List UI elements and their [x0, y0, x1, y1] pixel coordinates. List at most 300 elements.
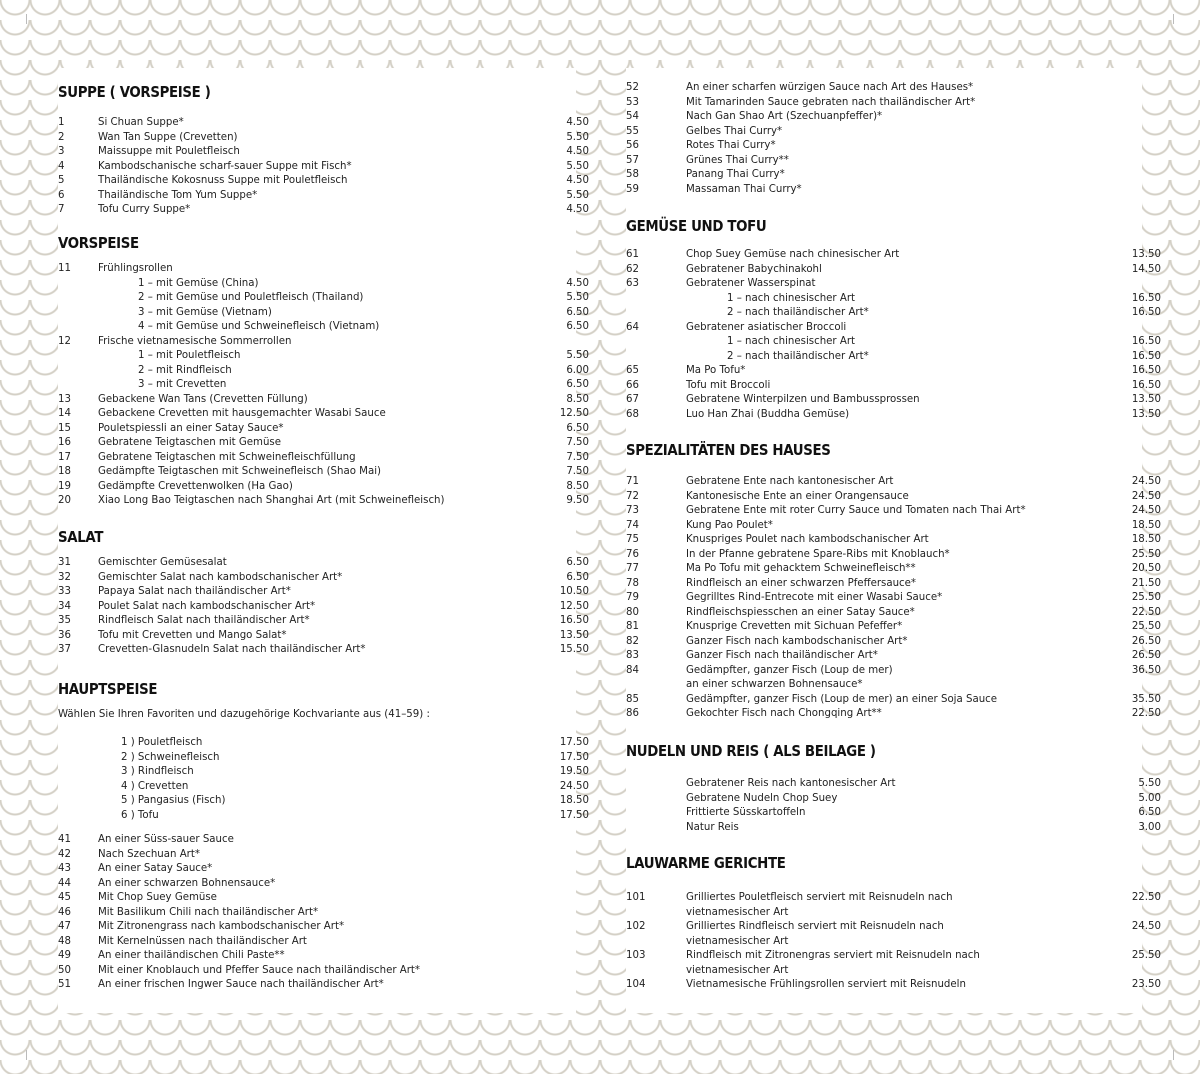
item-number: 51 — [58, 979, 71, 990]
item-price: 35.50 — [1131, 693, 1161, 705]
section-heading: SALAT — [58, 528, 104, 546]
item-price: 22.50 — [1131, 708, 1161, 719]
item-number: 31 — [58, 557, 71, 568]
item-number: 68 — [626, 408, 639, 420]
menu-item — [626, 475, 1161, 490]
item-name: 1 – mit Pouletfleisch — [138, 350, 241, 361]
item-name: Gebratene Nudeln Chop Suey — [686, 792, 838, 804]
item-price: 20.50 — [1131, 563, 1161, 574]
item-name: Pouletspiessli an einer Satay Sauce* — [98, 422, 284, 434]
menu-item — [58, 906, 576, 921]
menu-item — [58, 809, 589, 824]
item-price: 16.50 — [559, 615, 589, 626]
item-number: 74 — [626, 519, 639, 531]
item-number: 101 — [626, 892, 646, 903]
item-price: 12.50 — [559, 600, 589, 612]
item-price: 13.50 — [1131, 408, 1161, 420]
item-name: 1 ) Pouletfleisch — [121, 737, 203, 748]
item-name: Kambodschanische scharf-sauer Suppe mit Fisch* — [98, 160, 352, 172]
item-name: Vietnamesische Frühlingsrollen serviert mit Reisnudeln — [686, 979, 966, 990]
item-price: 16.50 — [1131, 365, 1161, 376]
menu-item — [626, 635, 1161, 650]
item-number: 16 — [58, 437, 71, 448]
menu-item — [626, 335, 1161, 350]
item-price: 18.50 — [1131, 534, 1161, 545]
item-name: Gegrilltes Rind-Entrecote mit einer Wasabi Sauce* — [686, 592, 943, 603]
item-number: 15 — [58, 422, 71, 434]
item-number: 19 — [58, 480, 71, 492]
item-name: Maissuppe mit Pouletfleisch — [98, 146, 240, 157]
menu-item — [626, 168, 1142, 183]
item-name: Gedämpfte Crevettenwolken (Ha Gao) — [98, 480, 293, 492]
menu-item — [626, 949, 1161, 964]
item-price: 5.50 — [566, 131, 589, 143]
item-name: Gebratener Babychinakohl — [686, 263, 822, 275]
item-number: 103 — [626, 950, 646, 961]
menu-item — [58, 765, 589, 780]
item-price: 6.50 — [566, 306, 589, 318]
item-number: 7 — [58, 204, 65, 215]
menu-item — [58, 422, 589, 437]
item-name: Frittierte Süsskartoffeln — [686, 807, 806, 818]
item-number: 43 — [58, 863, 71, 874]
item-name: Gedämpfte Teigtaschen mit Schweinefleisch (Shao Mai) — [98, 466, 382, 477]
section-heading: SPEZIALITÄTEN DES HAUSES — [626, 441, 831, 459]
item-name: Gebackene Crevetten mit hausgemachter Wasabi Sauce — [98, 408, 386, 419]
item-number: 84 — [626, 664, 639, 676]
item-name: 3 ) Rindfleisch — [121, 766, 194, 777]
menu-item — [58, 643, 589, 658]
menu-item — [626, 292, 1161, 307]
menu-item — [626, 110, 1142, 125]
item-name: Ganzer Fisch nach thailändischer Art* — [686, 650, 878, 661]
menu-item — [626, 577, 1161, 592]
menu-item — [58, 614, 589, 629]
item-number: 18 — [58, 466, 71, 477]
menu-item — [58, 891, 576, 906]
item-name: Frische vietnamesische Sommerrollen — [98, 335, 292, 347]
item-number: 3 — [58, 146, 65, 157]
item-price: 6.00 — [566, 364, 589, 376]
item-name: Gebratener Wasserspinat — [686, 278, 816, 289]
item-name: 4 – mit Gemüse und Schweinefleisch (Vietnam) — [138, 321, 380, 332]
item-price: 25.50 — [1131, 548, 1161, 560]
item-name: vietnamesischer Art — [686, 906, 789, 918]
item-name: Poulet Salat nach kambodschanischer Art* — [98, 600, 316, 612]
item-name: 1 – nach chinesischer Art — [727, 336, 856, 347]
item-name: Papaya Salat nach thailändischer Art* — [98, 586, 291, 597]
item-name: Gebratene Ente mit roter Curry Sauce und Tomaten nach Thai Art* — [686, 505, 1026, 516]
item-name: Kantonesische Ente an einer Orangensauce — [686, 490, 909, 502]
item-price: 18.50 — [559, 795, 589, 806]
item-name: Wan Tan Suppe (Crevetten) — [98, 131, 238, 143]
menu-item — [626, 777, 1161, 792]
item-number: 73 — [626, 505, 639, 516]
menu-item — [58, 571, 589, 586]
item-number: 1 — [58, 117, 65, 128]
item-name: 2 ) Schweinefleisch — [121, 751, 220, 763]
item-number: 79 — [626, 592, 639, 603]
item-name: Thailändische Tom Yum Suppe* — [98, 189, 258, 201]
item-price: 6.50 — [566, 321, 589, 332]
item-price: 13.50 — [1131, 249, 1161, 260]
item-number: 50 — [58, 964, 71, 976]
menu-item — [626, 364, 1161, 379]
item-price: 3.00 — [1138, 821, 1161, 833]
item-price: 24.50 — [1131, 490, 1161, 502]
item-name: Rindfleischspiesschen an einer Satay Sauce* — [686, 606, 915, 618]
item-price: 22.50 — [1131, 606, 1161, 618]
item-number: 81 — [626, 621, 639, 632]
item-number: 75 — [626, 534, 639, 545]
item-price: 16.50 — [1131, 307, 1161, 318]
item-price: 5.50 — [566, 292, 589, 303]
menu-item — [58, 160, 589, 175]
item-name: Gebackene Wan Tans (Crevetten Füllung) — [98, 393, 308, 405]
menu-item — [58, 335, 576, 350]
item-name: Gebratene Teigtaschen mit Schweinefleischfüllung — [98, 451, 356, 463]
item-price: 10.50 — [559, 586, 589, 597]
item-name: Gebratener asiatischer Broccoli — [686, 321, 847, 333]
item-name: Massaman Thai Curry* — [686, 183, 802, 195]
menu-item — [58, 277, 589, 292]
menu-item — [58, 964, 576, 979]
item-name: Gekochter Fisch nach Chongqing Art** — [686, 708, 882, 719]
menu-item — [58, 451, 589, 466]
item-name: Rindfleisch Salat nach thailändischer Art* — [98, 615, 310, 626]
menu-item — [626, 533, 1161, 548]
menu-item — [626, 379, 1161, 394]
item-price: 24.50 — [1131, 921, 1161, 932]
item-name: 2 – nach thailändischer Art* — [727, 350, 869, 362]
item-price: 5.50 — [1138, 778, 1161, 789]
item-name: Ganzer Fisch nach kambodschanischer Art* — [686, 635, 908, 647]
menu-item — [58, 203, 589, 218]
item-number: 20 — [58, 495, 71, 506]
menu-item — [58, 848, 576, 863]
item-price: 26.50 — [1131, 650, 1161, 661]
item-number: 66 — [626, 379, 639, 391]
item-name: Gebratene Ente nach kantonesischer Art — [686, 476, 894, 487]
menu-item — [58, 629, 589, 644]
item-number: 102 — [626, 921, 646, 932]
item-number: 63 — [626, 278, 639, 289]
item-price: 7.50 — [566, 451, 589, 463]
item-name: Thailändische Kokosnuss Suppe mit Pouletfleisch — [98, 175, 348, 186]
item-price: 16.50 — [1131, 379, 1161, 391]
item-price: 12.50 — [559, 408, 589, 419]
item-name: In der Pfanne gebratene Spare-Ribs mit Knoblauch* — [686, 548, 950, 560]
item-name: Gemischter Salat nach kambodschanischer Art* — [98, 571, 343, 583]
menu-item — [58, 949, 576, 964]
menu-item — [58, 407, 589, 422]
item-name: An einer Süss-sauer Sauce — [98, 834, 234, 845]
item-price: 7.50 — [566, 437, 589, 448]
item-price: 13.50 — [1131, 394, 1161, 405]
menu-item — [626, 183, 1142, 198]
menu-item — [58, 145, 589, 160]
item-number: 62 — [626, 263, 639, 275]
section-heading: LAUWARME GERICHTE — [626, 854, 786, 872]
item-price: 5.50 — [566, 160, 589, 172]
item-price: 23.50 — [1131, 979, 1161, 990]
item-number: 83 — [626, 650, 639, 661]
menu-item — [626, 591, 1161, 606]
item-number: 78 — [626, 577, 639, 589]
item-price: 15.50 — [559, 644, 589, 655]
item-number: 5 — [58, 175, 65, 186]
menu-item — [626, 606, 1161, 621]
item-name: Grilliertes Rindfleisch serviert mit Reisnudeln nach — [686, 921, 944, 932]
menu-item — [626, 139, 1142, 154]
menu-item — [58, 436, 589, 451]
item-number: 64 — [626, 321, 639, 333]
crop-mark-top-left — [26, 14, 37, 24]
item-number: 48 — [58, 935, 71, 947]
item-price: 4.50 — [566, 204, 589, 215]
item-number: 56 — [626, 140, 639, 151]
item-price: 21.50 — [1131, 577, 1161, 589]
item-price: 5.00 — [1138, 792, 1161, 804]
item-name: Knusprige Crevetten mit Sichuan Pefeffer* — [686, 621, 903, 632]
item-number: 104 — [626, 979, 646, 990]
item-price: 36.50 — [1131, 664, 1161, 676]
item-price: 6.50 — [566, 571, 589, 583]
item-number: 41 — [58, 834, 71, 845]
item-name: 2 – mit Rindfleisch — [138, 364, 232, 376]
menu-right-column — [626, 68, 1161, 1013]
item-name: Grünes Thai Curry** — [686, 154, 789, 166]
item-name: 6 ) Tofu — [121, 809, 159, 821]
item-name: Mit Basilikum Chili nach thailändischer Art* — [98, 906, 319, 918]
menu-item — [626, 935, 1142, 950]
menu-item — [58, 291, 589, 306]
menu-item — [626, 408, 1161, 423]
item-name: An einer Satay Sauce* — [98, 863, 213, 874]
item-name: Nach Gan Shao Art (Szechuanpfeffer)* — [686, 111, 883, 122]
item-name: 1 – mit Gemüse (China) — [138, 277, 259, 289]
menu-item — [626, 81, 1142, 96]
menu-item — [58, 131, 589, 146]
menu-item — [626, 978, 1161, 993]
item-number: 47 — [58, 921, 71, 932]
menu-item — [58, 751, 589, 766]
item-name: an einer schwarzen Bohnensauce* — [686, 679, 863, 690]
item-name: Mit Kernelnüssen nach thailändischer Art — [98, 935, 307, 947]
menu-item — [626, 277, 1142, 292]
item-price: 6.50 — [566, 557, 589, 568]
menu-item — [626, 548, 1161, 563]
item-price: 4.50 — [566, 146, 589, 157]
item-number: 72 — [626, 490, 639, 502]
item-number: 55 — [626, 125, 639, 137]
menu-item — [58, 306, 589, 321]
menu-item — [58, 378, 589, 393]
item-number: 77 — [626, 563, 639, 574]
section-heading: SUPPE ( VORSPEISE ) — [58, 83, 211, 101]
item-number: 52 — [626, 82, 639, 93]
item-name: Gedämpfter, ganzer Fisch (Loup de mer) — [686, 664, 893, 676]
item-number: 49 — [58, 950, 71, 961]
item-price: 17.50 — [559, 751, 589, 763]
item-name: Mit Tamarinden Sauce gebraten nach thailändischer Art* — [686, 96, 976, 108]
menu-item — [626, 248, 1161, 263]
menu-item — [626, 806, 1161, 821]
crop-mark-top-right — [1163, 14, 1174, 24]
item-price: 13.50 — [559, 629, 589, 641]
item-number: 46 — [58, 906, 71, 918]
item-name: Gebratener Reis nach kantonesischer Art — [686, 778, 896, 789]
menu-item — [58, 262, 576, 277]
menu-item — [626, 490, 1161, 505]
item-number: 44 — [58, 877, 71, 889]
item-number: 67 — [626, 394, 639, 405]
item-price: 4.50 — [566, 277, 589, 289]
menu-item — [626, 678, 1142, 693]
menu-item — [626, 707, 1161, 722]
item-name: Tofu mit Broccoli — [686, 379, 771, 391]
item-price: 19.50 — [559, 766, 589, 777]
item-number: 54 — [626, 111, 639, 122]
item-number: 58 — [626, 169, 639, 180]
crop-mark-bottom-left — [26, 1050, 37, 1060]
menu-item — [58, 600, 589, 615]
item-price: 7.50 — [566, 466, 589, 477]
item-price: 17.50 — [559, 809, 589, 821]
item-name: Natur Reis — [686, 821, 739, 833]
menu-item — [626, 920, 1161, 935]
item-name: Mit Chop Suey Gemüse — [98, 892, 217, 903]
menu-item — [626, 792, 1161, 807]
item-number: 45 — [58, 892, 71, 903]
item-number: 17 — [58, 451, 71, 463]
item-price: 22.50 — [1131, 892, 1161, 903]
item-number: 6 — [58, 189, 65, 201]
section-heading: GEMÜSE UND TOFU — [626, 217, 767, 235]
item-price: 17.50 — [559, 737, 589, 748]
menu-item — [626, 96, 1142, 111]
item-name: Chop Suey Gemüse nach chinesischer Art — [686, 249, 900, 260]
menu-item — [58, 393, 589, 408]
item-number: 76 — [626, 548, 639, 560]
menu-item — [626, 263, 1161, 278]
menu-item — [626, 321, 1142, 336]
menu-item — [58, 794, 589, 809]
item-name: Panang Thai Curry* — [686, 169, 785, 180]
menu-item — [58, 480, 589, 495]
menu-item — [626, 562, 1161, 577]
item-number: 42 — [58, 848, 71, 860]
item-price: 8.50 — [566, 480, 589, 492]
item-name: 5 ) Pangasius (Fisch) — [121, 795, 226, 806]
section-heading: VORSPEISE — [58, 234, 139, 252]
item-number: 85 — [626, 693, 639, 705]
item-number: 4 — [58, 160, 65, 172]
item-name: vietnamesischer Art — [686, 964, 789, 976]
item-name: Tofu mit Crevetten und Mango Salat* — [98, 629, 287, 641]
item-name: 2 – nach thailändischer Art* — [727, 307, 869, 318]
item-number: 13 — [58, 393, 71, 405]
item-name: 2 – mit Gemüse und Pouletfleisch (Thailand) — [138, 292, 364, 303]
item-price: 8.50 — [566, 393, 589, 405]
item-name: Crevetten-Glasnudeln Salat nach thailändischer Art* — [98, 644, 366, 655]
menu-item — [58, 862, 576, 877]
item-number: 32 — [58, 571, 71, 583]
item-number: 86 — [626, 708, 639, 719]
item-name: Frühlingsrollen — [98, 263, 173, 274]
item-number: 34 — [58, 600, 71, 612]
item-number: 61 — [626, 249, 639, 260]
item-name: 3 – mit Crevetten — [138, 379, 227, 390]
menu-item — [626, 125, 1142, 140]
item-number: 82 — [626, 635, 639, 647]
menu-item — [58, 189, 589, 204]
item-number: 53 — [626, 96, 639, 108]
menu-item — [626, 664, 1161, 679]
menu-item — [58, 920, 576, 935]
item-price: 6.50 — [1138, 807, 1161, 818]
item-name: 1 – nach chinesischer Art — [727, 292, 856, 304]
item-number: 71 — [626, 476, 639, 487]
item-price: 24.50 — [1131, 476, 1161, 487]
item-number: 35 — [58, 615, 71, 626]
item-number: 80 — [626, 606, 639, 618]
item-price: 16.50 — [1131, 336, 1161, 347]
item-price: 26.50 — [1131, 635, 1161, 647]
item-price: 6.50 — [566, 379, 589, 390]
section-heading: NUDELN UND REIS ( ALS BEILAGE ) — [626, 742, 876, 760]
item-name: Xiao Long Bao Teigtaschen nach Shanghai Art (mit Schweinefleisch) — [98, 495, 445, 506]
item-price: 25.50 — [1131, 950, 1161, 961]
item-number: 57 — [626, 154, 639, 166]
item-price: 5.50 — [566, 350, 589, 361]
item-name: Tofu Curry Suppe* — [98, 204, 191, 215]
item-name: Kung Pao Poulet* — [686, 519, 773, 531]
section-intro: Wählen Sie Ihren Favoriten und dazugehörige Kochvariante aus (41–59) : — [58, 709, 430, 720]
menu-item — [58, 585, 589, 600]
item-price: 9.50 — [566, 495, 589, 506]
item-name: Rotes Thai Curry* — [686, 140, 776, 151]
menu-item — [58, 320, 589, 335]
menu-item — [58, 494, 589, 509]
item-name: Ma Po Tofu mit gehacktem Schweinefleisch** — [686, 563, 916, 574]
crop-mark-bottom-right — [1163, 1050, 1174, 1060]
menu-item — [626, 964, 1142, 979]
item-number: 14 — [58, 408, 71, 419]
item-number: 33 — [58, 586, 71, 597]
item-price: 24.50 — [1131, 505, 1161, 516]
item-price: 18.50 — [1131, 519, 1161, 531]
menu-item — [58, 556, 589, 571]
item-price: 5.50 — [566, 189, 589, 201]
menu-item — [626, 504, 1161, 519]
item-price: 4.50 — [566, 175, 589, 186]
menu-item — [58, 935, 576, 950]
menu-item — [626, 906, 1142, 921]
item-name: Grilliertes Pouletfleisch serviert mit Reisnudeln nach — [686, 892, 953, 903]
menu-item — [58, 174, 589, 189]
item-name: An einer schwarzen Bohnensauce* — [98, 877, 276, 889]
menu-item — [58, 736, 589, 751]
menu-item — [58, 833, 576, 848]
item-price: 6.50 — [566, 422, 589, 434]
item-price: 16.50 — [1131, 292, 1161, 304]
item-number: 37 — [58, 644, 71, 655]
menu-item — [58, 116, 589, 131]
menu-item — [626, 891, 1161, 906]
menu-item — [626, 693, 1161, 708]
menu-item — [58, 465, 589, 480]
